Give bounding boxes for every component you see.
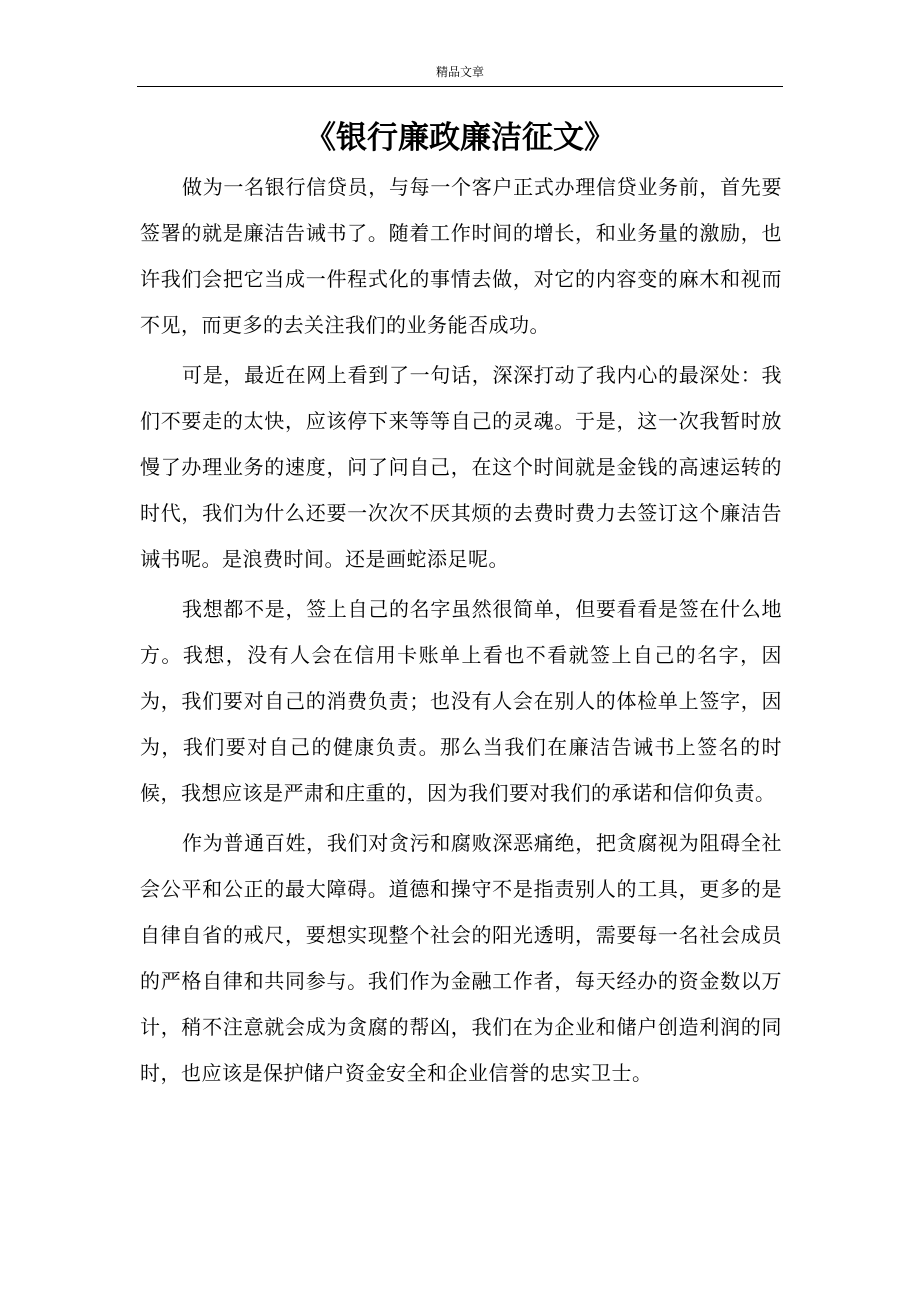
document-body: [140, 164, 782, 1096]
paragraph: 做为一名银行信贷员，与每一个客户正式办理信贷业务前，首先要签署的就是廉洁告诫书了。随着工作时间的增长，和业务量的激励，也许我们会把它当成一件程式化的事情去做，对它的内容变的麻木和视而不见，而更多的去关注我们的业务能否成功。: [140, 175, 782, 337]
paragraph: 作为普通百姓，我们对贪污和腐败深恶痛绝，把贪腐视为阻碍全社会公平和公正的最大障碍。道德和操守不是指责别人的工具，更多的是自律自省的戒尺，要想实现整个社会的阳光透明，需要每一名社会成员的严格自律和共同参与。我们作为金融工作者，每天经办的资金数以万计，稍不注意就会成为贪腐的帮凶，我们在为企业和储户创造利润的同时，也应该是保护储户资金安全和企业信誉的忠实卫士。: [140, 831, 782, 1085]
paragraph: 可是，最近在网上看到了一句话，深深打动了我内心的最深处：我们不要走的太快，应该停下来等等自己的灵魂。于是，这一次我暂时放慢了办理业务的速度，问了问自己，在这个时间就是金钱的高速运转的时代，我们为什么还要一次次不厌其烦的去费时费力去签订这个廉洁告诫书呢。是浪费时间。还是画蛇添足呢。: [140, 363, 782, 571]
document-title: 《银行廉政廉洁征文》: [305, 120, 615, 156]
header-text: 精品文章: [435, 65, 484, 79]
page-header: [137, 62, 783, 87]
paragraph: 我想都不是，签上自己的名字虽然很简单，但要看看是签在什么地方。我想，没有人会在信用卡账单上看也不看就签上自己的名字，因为，我们要对自己的消费负责；也没有人会在别人的体检单上签字，因为，我们要对自己的健康负责。那么当我们在廉洁告诫书上签名的时候，我想应该是严肃和庄重的，因为我们要对我们的承诺和信仰负责。: [140, 597, 782, 805]
